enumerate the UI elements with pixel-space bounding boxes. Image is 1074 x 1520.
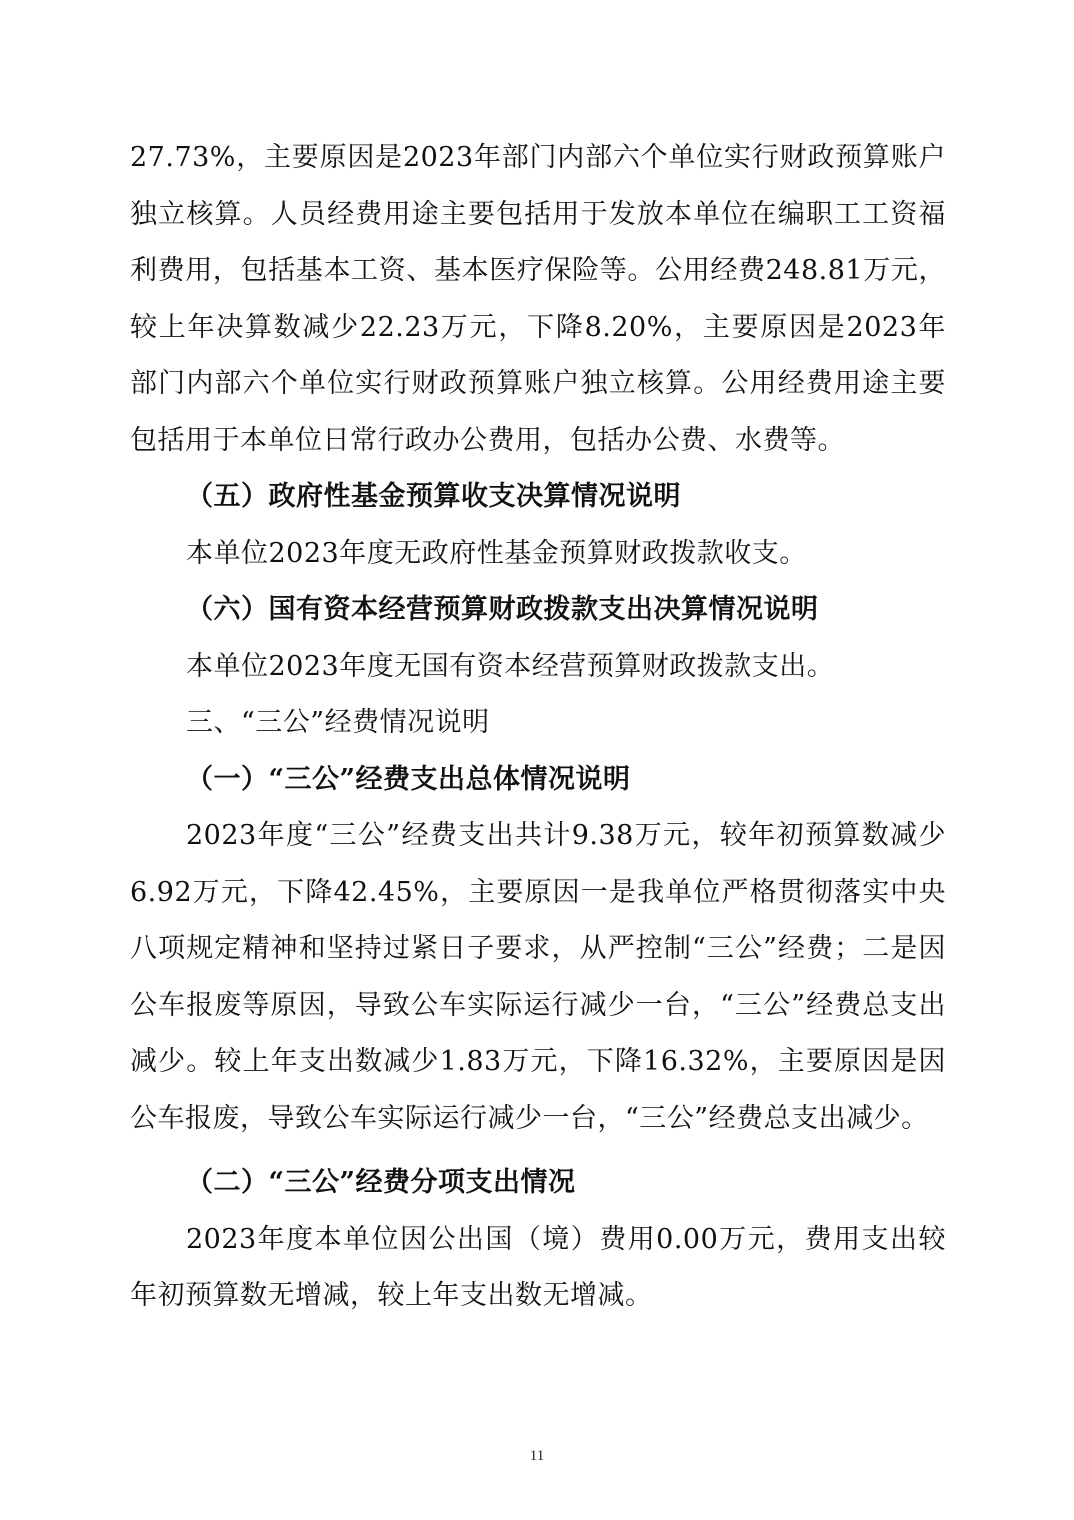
paragraph-state-capital-budget: 本单位2023年度无国有资本经营预算财政拨款支出。	[186, 650, 835, 682]
spacer	[130, 1147, 946, 1155]
heading-government-fund-budget: （五）政府性基金预算收支决算情况说明	[186, 481, 681, 512]
page-content	[130, 130, 946, 1325]
heading-three-public-overall: （一）“三公”经费支出总体情况说明	[186, 763, 631, 795]
heading-state-capital-budget: （六）国有资本经营预算财政拨款支出决算情况说明	[186, 594, 819, 625]
paragraph-three-public-overall: 2023年度“三公”经费支出共计9.38万元，较年初预算数减少6.92万元，下降42.45%，主要原因一是我单位严格贯彻落实中央八项规定精神和坚持过紧日子要求，从严控制“三公”经费；二是因公车报废等原因，导致公车实际运行减少一台，“三公”经费总支出减少。较上年支出数减少1.83万元，下降16.32%，主要原因是因公车报废，导致公车实际运行减少一台，“三公”经费总支出减少。	[130, 820, 946, 1134]
page-number: 11	[529, 1448, 545, 1464]
heading-three-public-itemized: （二）“三公”经费分项支出情况	[186, 1167, 576, 1198]
paragraph-government-fund-budget: 本单位2023年度无政府性基金预算财政拨款收支。	[186, 537, 807, 569]
paragraph-personnel-public-funds: 27.73%，主要原因是2023年部门内部六个单位实行财政预算账户独立核算。人员经费用途主要包括用于发放本单位在编职工工资福利费用，包括基本工资、基本医疗保险等。公用经费248.81万元，较上年决算数减少22.23万元，下降8.20%，主要原因是2023年部门内部六个单位实行财政预算账户独立核算。公用经费用途主要包括用于本单位日常行政办公费用，包括办公费、水费等。	[130, 142, 946, 456]
paragraph-overseas-travel: 2023年度本单位因公出国（境）费用0.00万元，费用支出较年初预算数无增减，较上年支出数无增减。	[130, 1223, 946, 1311]
section-heading-three-public: 三、“三公”经费情况说明	[186, 707, 490, 738]
